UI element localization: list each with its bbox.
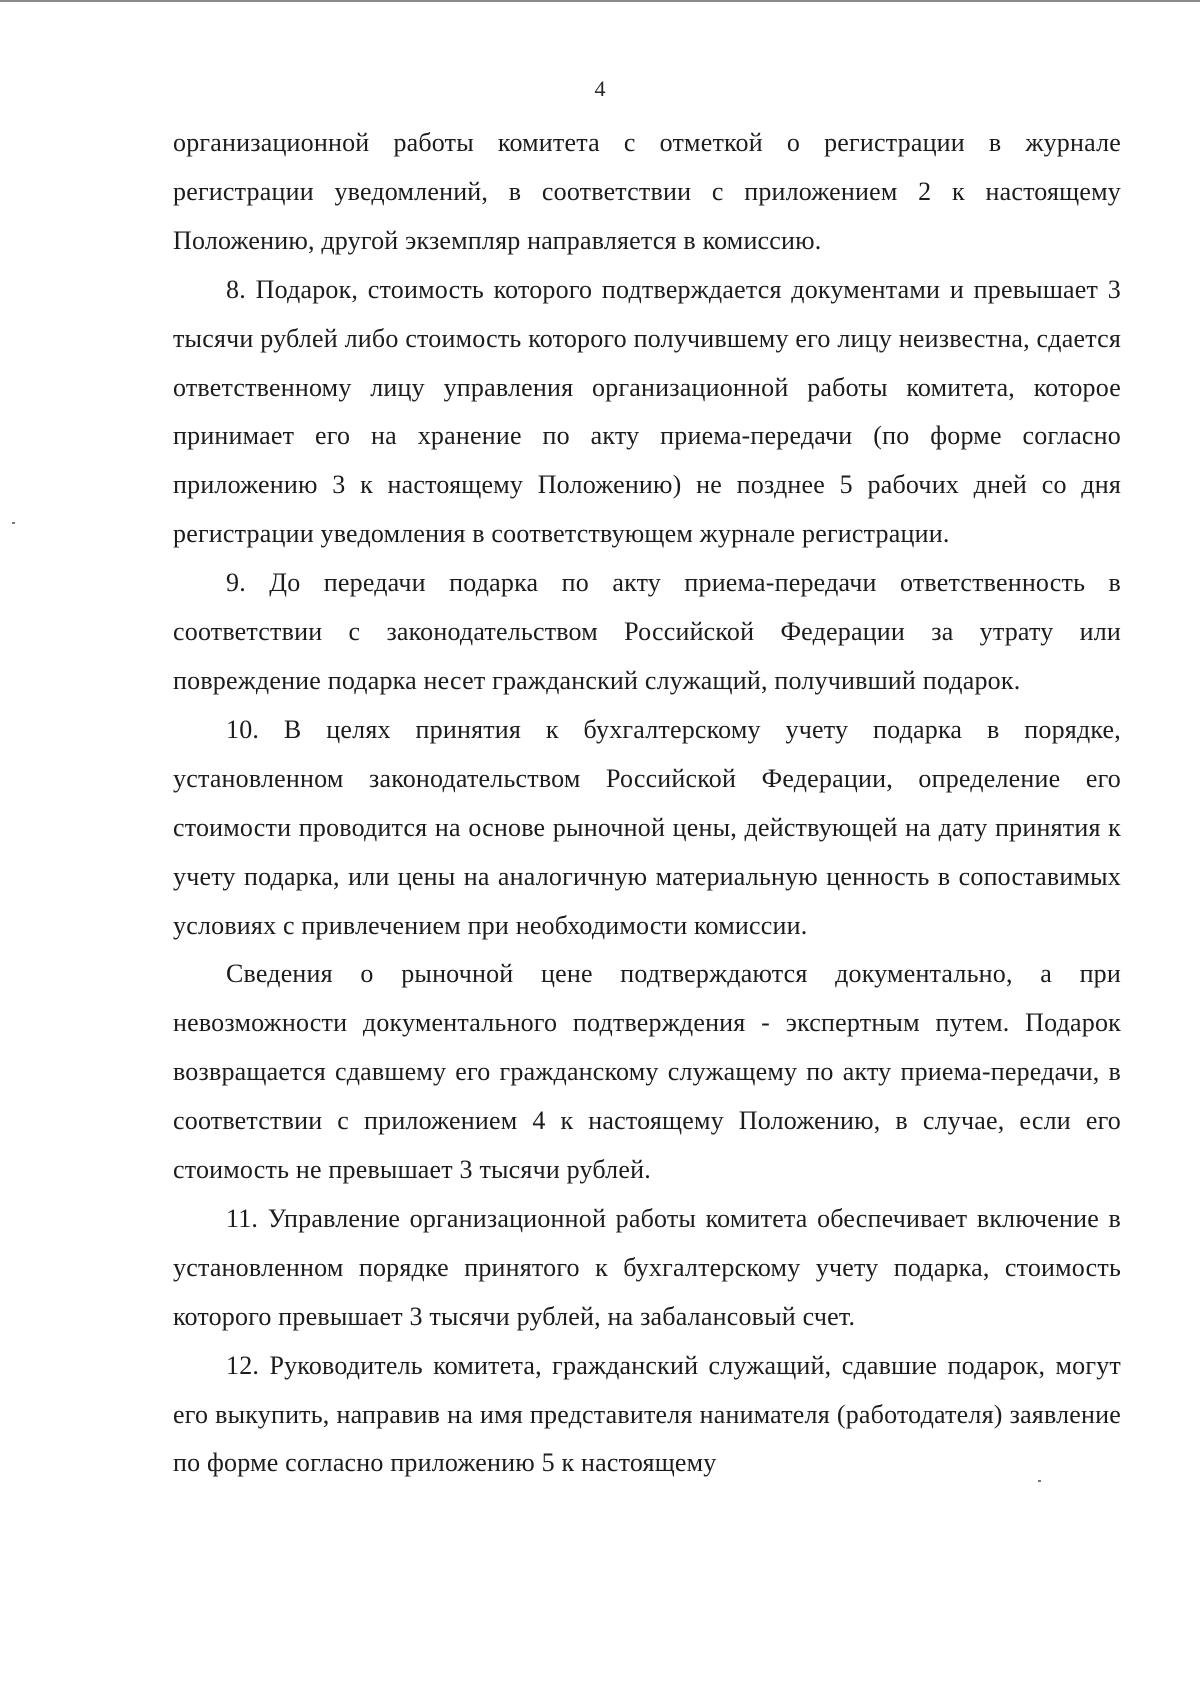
page-number: 4: [594, 76, 606, 101]
paragraph-item-10: 10. В целях принятия к бухгалтерскому учету подарка в порядке, установленном законодательством Российской Федерации, определение его стоимости проводится на основе рыночной цены, действующей на дату принятия к учету подарка, или цены на аналогичную материальную ценность в сопоставимых условиях с привлечением при необходимости комиссии.: [173, 714, 1121, 940]
paragraph-market-price: Сведения о рыночной цене подтверждаются документально, а при невозможности документального подтверждения - экспертным путем. Подарок возвращается сдавшему его гражданскому служащему по акту приема-передачи, в соответствии с приложением 4 к настоящему Положению, в случае, если его стоимость не превышает 3 тысячи рублей.: [173, 959, 1121, 1185]
paragraph-item-12: 12. Руководитель комитета, гражданский служащий, сдавшие подарок, могут его выкупить, направив на имя представителя нанимателя (работодателя) заявление по форме согласно приложению 5 к настоящему: [173, 1350, 1121, 1478]
document-body: [173, 119, 1121, 1488]
scan-speck: [12, 522, 15, 524]
paragraph-continuation: организационной работы комитета с отметкой о регистрации в журнале регистрации уведомлений, в соответствии с приложением 2 к настоящему Положению, другой экземпляр направляется в комиссию.: [173, 128, 1121, 255]
paragraph-item-8: 8. Подарок, стоимость которого подтверждается документами и превышает 3 тысячи рублей либо стоимость которого получившему его лицу неизвестна, сдается ответственному лицу управления организационной работы комитета, которое принимает его на хранение по акту приема-передачи (по форме согласно приложению 3 к настоящему Положению) не позднее 5 рабочих дней со дня регистрации уведомления в соответствующем журнале регистрации.: [173, 274, 1121, 549]
paragraph-item-9: 9. До передачи подарка по акту приема-передачи ответственность в соответствии с законодательством Российской Федерации за утрату или повреждение подарка несет гражданский служащий, получивший подарок.: [173, 568, 1121, 695]
paragraph-item-11: 11. Управление организационной работы комитета обеспечивает включение в установленном порядке принятого к бухгалтерскому учету подарка, стоимость которого превышает 3 тысячи рублей, на забалансовый счет.: [173, 1203, 1121, 1331]
scan-top-edge: [0, 0, 1200, 2]
scan-speck: [1038, 1480, 1041, 1482]
